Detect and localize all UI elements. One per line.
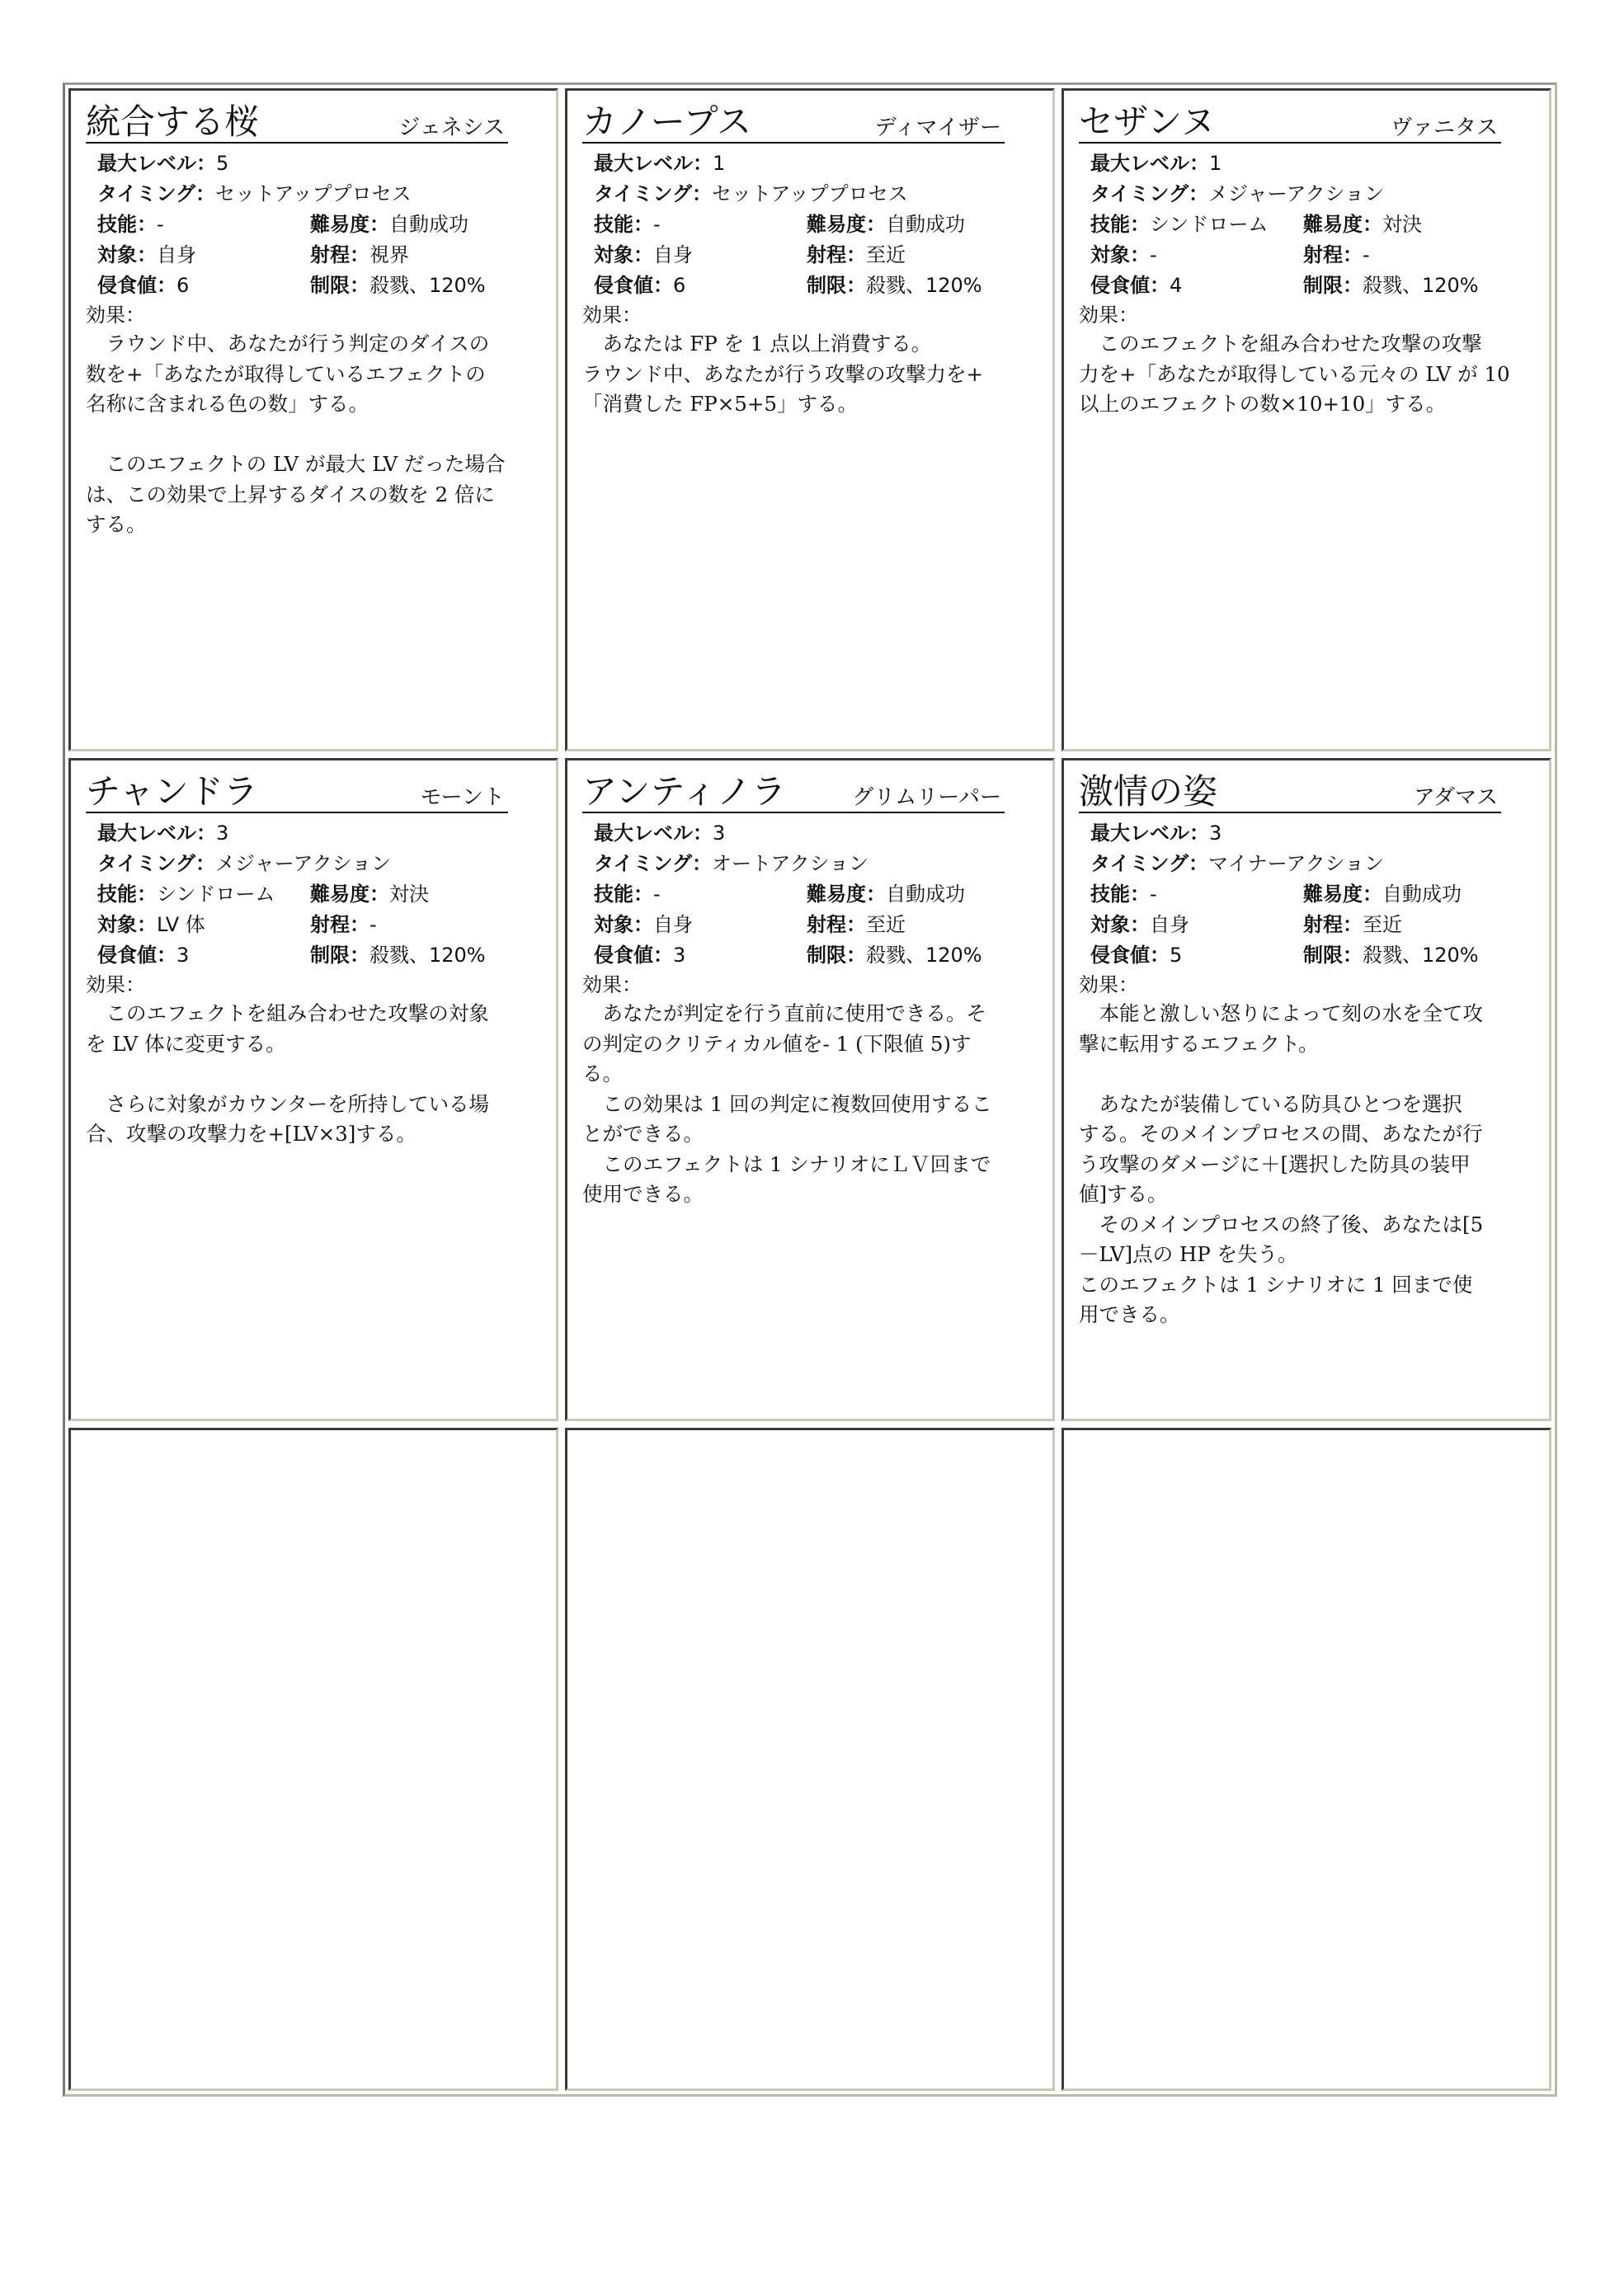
target-label: 対象： <box>97 913 157 936</box>
skill-label: 技能： <box>97 883 157 906</box>
effect-card <box>68 88 558 751</box>
card-header <box>1079 99 1501 144</box>
skill-value: - <box>1150 883 1157 906</box>
limit-value: 殺戮、120% <box>370 944 486 967</box>
range-value: 至近 <box>866 913 906 936</box>
effect-line: る。 <box>582 1062 623 1085</box>
effect-card <box>1061 88 1551 751</box>
difficulty-label: 難易度： <box>310 213 389 236</box>
skill-label: 技能： <box>1090 213 1150 236</box>
erosion-value: 5 <box>1170 944 1183 967</box>
card-header <box>86 99 508 144</box>
skill-value: シンドローム <box>157 883 275 906</box>
range-value: - <box>370 913 377 936</box>
difficulty-value: 自動成功 <box>389 213 468 236</box>
effect-line <box>86 420 541 450</box>
effect-card-sheet <box>63 82 1557 2097</box>
skill-label: 技能： <box>97 213 157 236</box>
erosion-row <box>1090 271 1534 301</box>
timing-label: タイミング： <box>97 852 216 875</box>
effect-line: あなたが判定を行う直前に使用できる。そ <box>582 1001 986 1025</box>
timing-label: タイミング： <box>1090 182 1209 205</box>
effect-line: 名称に含まれる色の数」する。 <box>86 392 369 416</box>
target-label: 対象： <box>97 243 157 266</box>
skill-row <box>1090 210 1534 240</box>
effect-line: このエフェクトは 1 シナリオに 1 回まで使 <box>1079 1272 1473 1297</box>
card-title: カノープス <box>582 101 751 142</box>
timing-row <box>594 849 1038 879</box>
skill-row <box>594 210 1038 240</box>
max-level-row <box>1090 148 1534 179</box>
limit-label: 制限： <box>1303 944 1363 967</box>
effect-line: そのメインプロセスの終了後、あなたは[5 <box>1079 1212 1484 1236</box>
effect-card <box>68 758 558 1421</box>
effect-line: この効果は 1 回の判定に複数回使用するこ <box>582 1091 992 1116</box>
max-level-value: 3 <box>1209 822 1222 845</box>
effect-label: 効果： <box>1079 304 1138 327</box>
card-subtitle: モーント <box>420 785 505 810</box>
timing-label: タイミング： <box>594 182 713 205</box>
erosion-value: 3 <box>177 944 190 967</box>
effect-card <box>565 758 1055 1421</box>
timing-value: オートアクション <box>712 852 869 875</box>
effect-line: あなたは FP を 1 点以上消費する。 <box>582 332 932 355</box>
card-title: セザンヌ <box>1079 101 1216 142</box>
difficulty-label: 難易度： <box>310 883 389 906</box>
target-label: 対象： <box>1090 243 1150 266</box>
timing-row <box>97 849 541 879</box>
effect-label: 効果： <box>582 973 642 996</box>
effect-line: する。そのメインプロセスの間、あなたが行 <box>1079 1122 1483 1146</box>
erosion-value: 6 <box>177 274 190 297</box>
max-level-label: 最大レベル： <box>1090 822 1209 845</box>
difficulty-label: 難易度： <box>807 883 886 906</box>
limit-value: 殺戮、120% <box>866 274 982 297</box>
target-label: 対象： <box>594 913 653 936</box>
range-label: 射程： <box>310 913 370 936</box>
max-level-row <box>1090 818 1534 849</box>
erosion-label: 侵食値： <box>1090 944 1170 967</box>
limit-value: 殺戮、120% <box>1363 944 1479 967</box>
effect-line: 値]する。 <box>1079 1182 1168 1206</box>
effect-line: は、この効果で上昇するダイスの数を 2 倍に <box>86 482 495 506</box>
effect-line: 本能と激しい怒りによって刻の水を全て攻 <box>1079 1001 1483 1025</box>
effect-line: ラウンド中、あなたが行う攻撃の攻撃力を+ <box>582 361 984 386</box>
target-value: 自身 <box>653 913 693 936</box>
card-title: 激情の姿 <box>1079 771 1218 812</box>
range-value: 至近 <box>866 243 906 266</box>
erosion-value: 4 <box>1170 274 1183 297</box>
card-title: チャンドラ <box>86 771 258 812</box>
max-level-row <box>97 148 541 179</box>
effect-line: 使用できる。 <box>582 1182 704 1206</box>
effect-line: このエフェクトの LV が最大 LV だった場合 <box>86 452 506 476</box>
timing-value: セットアッププロセス <box>215 182 412 205</box>
timing-row <box>97 179 541 210</box>
target-row <box>594 240 1038 271</box>
card-subtitle: ディマイザー <box>874 115 1001 140</box>
difficulty-label: 難易度： <box>807 213 886 236</box>
card-stats <box>86 818 541 971</box>
skill-value: シンドローム <box>1150 213 1269 236</box>
max-level-row <box>594 148 1038 179</box>
timing-row <box>594 179 1038 210</box>
range-label: 射程： <box>807 243 866 266</box>
target-row <box>1090 240 1534 271</box>
limit-label: 制限： <box>807 274 866 297</box>
difficulty-value: 自動成功 <box>886 213 965 236</box>
card-stats <box>582 818 1038 971</box>
effect-text <box>86 329 541 540</box>
effect-label: 効果： <box>582 304 642 327</box>
timing-row <box>1090 179 1534 210</box>
erosion-label: 侵食値： <box>594 274 673 297</box>
erosion-row <box>1090 940 1534 971</box>
skill-value: - <box>157 213 164 236</box>
limit-value: 殺戮、120% <box>1363 274 1479 297</box>
target-value: 自身 <box>1150 913 1189 936</box>
difficulty-value: 対決 <box>389 883 429 906</box>
effect-line: 用できる。 <box>1079 1302 1180 1326</box>
skill-value: - <box>653 883 661 906</box>
effect-line: を LV 体に変更する。 <box>86 1031 286 1056</box>
max-level-label: 最大レベル： <box>97 152 216 175</box>
effect-line: 以上のエフェクトの数×10+10」する。 <box>1079 392 1447 416</box>
effect-text <box>86 999 541 1150</box>
skill-row <box>1090 879 1534 910</box>
range-label: 射程： <box>1303 913 1363 936</box>
target-value: LV 体 <box>157 913 205 936</box>
timing-label: タイミング： <box>1090 852 1209 875</box>
limit-label: 制限： <box>807 944 866 967</box>
range-value: 至近 <box>1363 913 1402 936</box>
effect-line: ラウンド中、あなたが行う判定のダイスの <box>86 332 490 355</box>
target-value: - <box>1150 243 1157 266</box>
skill-row <box>97 210 541 240</box>
range-label: 射程： <box>807 913 866 936</box>
limit-value: 殺戮、120% <box>866 944 982 967</box>
effect-line <box>1079 1059 1534 1090</box>
skill-label: 技能： <box>594 883 653 906</box>
timing-label: タイミング： <box>97 182 216 205</box>
card-title: 統合する桜 <box>86 101 260 142</box>
empty-card <box>68 1428 558 2091</box>
effect-line: 力を+「あなたが取得している元々の LV が 10 <box>1079 361 1510 386</box>
erosion-value: 3 <box>673 944 686 967</box>
effect-line: とができる。 <box>582 1122 704 1146</box>
card-header <box>582 99 1005 144</box>
effect-text <box>582 329 1038 420</box>
limit-label: 制限： <box>310 944 370 967</box>
effect-line: －LV]点の HP を失う。 <box>1079 1242 1298 1266</box>
effect-line: 数を+「あなたが取得しているエフェクトの <box>86 361 486 386</box>
skill-label: 技能： <box>594 213 653 236</box>
erosion-label: 侵食値： <box>97 944 177 967</box>
card-stats <box>582 148 1038 301</box>
target-row <box>97 240 541 271</box>
limit-label: 制限： <box>1303 274 1363 297</box>
effect-line: の判定のクリティカル値を- 1 (下限値 5)す <box>582 1031 972 1056</box>
max-level-label: 最大レベル： <box>1090 152 1209 175</box>
empty-card <box>1061 1428 1551 2091</box>
erosion-row <box>594 271 1038 301</box>
erosion-label: 侵食値： <box>594 944 673 967</box>
effect-line: さらに対象がカウンターを所持している場 <box>86 1091 490 1116</box>
timing-label: タイミング： <box>594 852 713 875</box>
target-row <box>1090 910 1534 940</box>
effect-line: このエフェクトを組み合わせた攻撃の対象 <box>86 1001 489 1025</box>
effect-text <box>582 999 1038 1210</box>
effect-card <box>565 88 1055 751</box>
effect-line: 合、攻撃の攻撃力を+[LV×3]する。 <box>86 1122 417 1146</box>
max-level-value: 5 <box>216 152 229 175</box>
skill-row <box>594 879 1038 910</box>
range-value: - <box>1363 243 1370 266</box>
max-level-label: 最大レベル： <box>594 822 713 845</box>
erosion-label: 侵食値： <box>97 274 177 297</box>
timing-value: マイナーアクション <box>1208 852 1385 875</box>
erosion-row <box>97 940 541 971</box>
card-subtitle: グリムリーパー <box>852 785 1001 810</box>
skill-value: - <box>653 213 661 236</box>
card-subtitle: アダマス <box>1413 785 1498 810</box>
effect-text <box>1079 329 1534 420</box>
max-level-value: 1 <box>1209 152 1222 175</box>
card-header <box>1079 769 1501 813</box>
timing-value: メジャーアクション <box>1208 182 1385 205</box>
max-level-label: 最大レベル： <box>97 822 216 845</box>
card-stats <box>1079 818 1534 971</box>
max-level-row <box>97 818 541 849</box>
difficulty-value: 自動成功 <box>886 883 965 906</box>
card-subtitle: ジェネシス <box>398 115 505 140</box>
target-value: 自身 <box>653 243 693 266</box>
effect-line <box>86 1059 541 1090</box>
effect-line: 撃に転用するエフェクト。 <box>1079 1031 1319 1056</box>
erosion-label: 侵食値： <box>1090 274 1170 297</box>
target-value: 自身 <box>157 243 196 266</box>
erosion-row <box>97 271 541 301</box>
limit-value: 殺戮、120% <box>370 274 486 297</box>
target-row <box>594 910 1038 940</box>
range-value: 視界 <box>370 243 409 266</box>
effect-label: 効果： <box>86 973 145 996</box>
card-title: アンティノラ <box>582 771 786 812</box>
effect-line: する。 <box>86 512 147 536</box>
effect-line: あなたが装備している防具ひとつを選択 <box>1079 1091 1463 1116</box>
range-label: 射程： <box>1303 243 1363 266</box>
card-header <box>582 769 1005 813</box>
effect-line: う攻撃のダメージに＋[選択した防具の装甲 <box>1079 1151 1471 1176</box>
card-header <box>86 769 508 813</box>
target-label: 対象： <box>594 243 653 266</box>
target-row <box>97 910 541 940</box>
difficulty-label: 難易度： <box>1303 213 1382 236</box>
range-label: 射程： <box>310 243 370 266</box>
target-label: 対象： <box>1090 913 1150 936</box>
effect-line: このエフェクトを組み合わせた攻撃の攻撃 <box>1079 332 1482 355</box>
difficulty-label: 難易度： <box>1303 883 1382 906</box>
effect-text <box>1079 999 1534 1330</box>
difficulty-value: 対決 <box>1382 213 1422 236</box>
skill-row <box>97 879 541 910</box>
max-level-value: 3 <box>216 822 229 845</box>
limit-label: 制限： <box>310 274 370 297</box>
timing-row <box>1090 849 1534 879</box>
skill-label: 技能： <box>1090 883 1150 906</box>
max-level-value: 3 <box>713 822 726 845</box>
card-stats <box>86 148 541 301</box>
timing-value: メジャーアクション <box>215 852 392 875</box>
erosion-row <box>594 940 1038 971</box>
max-level-label: 最大レベル： <box>594 152 713 175</box>
difficulty-value: 自動成功 <box>1382 883 1462 906</box>
card-grid <box>68 88 1551 2091</box>
effect-line: このエフェクトは 1 シナリオにＬＶ回まで <box>582 1151 991 1176</box>
erosion-value: 6 <box>673 274 686 297</box>
effect-label: 効果： <box>86 304 145 327</box>
max-level-row <box>594 818 1038 849</box>
max-level-value: 1 <box>713 152 726 175</box>
effect-label: 効果： <box>1079 973 1138 996</box>
card-stats <box>1079 148 1534 301</box>
timing-value: セットアッププロセス <box>712 182 908 205</box>
card-subtitle: ヴァニタス <box>1391 115 1498 140</box>
effect-line: 「消費した FP×5+5」する。 <box>582 392 859 416</box>
empty-card <box>565 1428 1055 2091</box>
effect-card <box>1061 758 1551 1421</box>
